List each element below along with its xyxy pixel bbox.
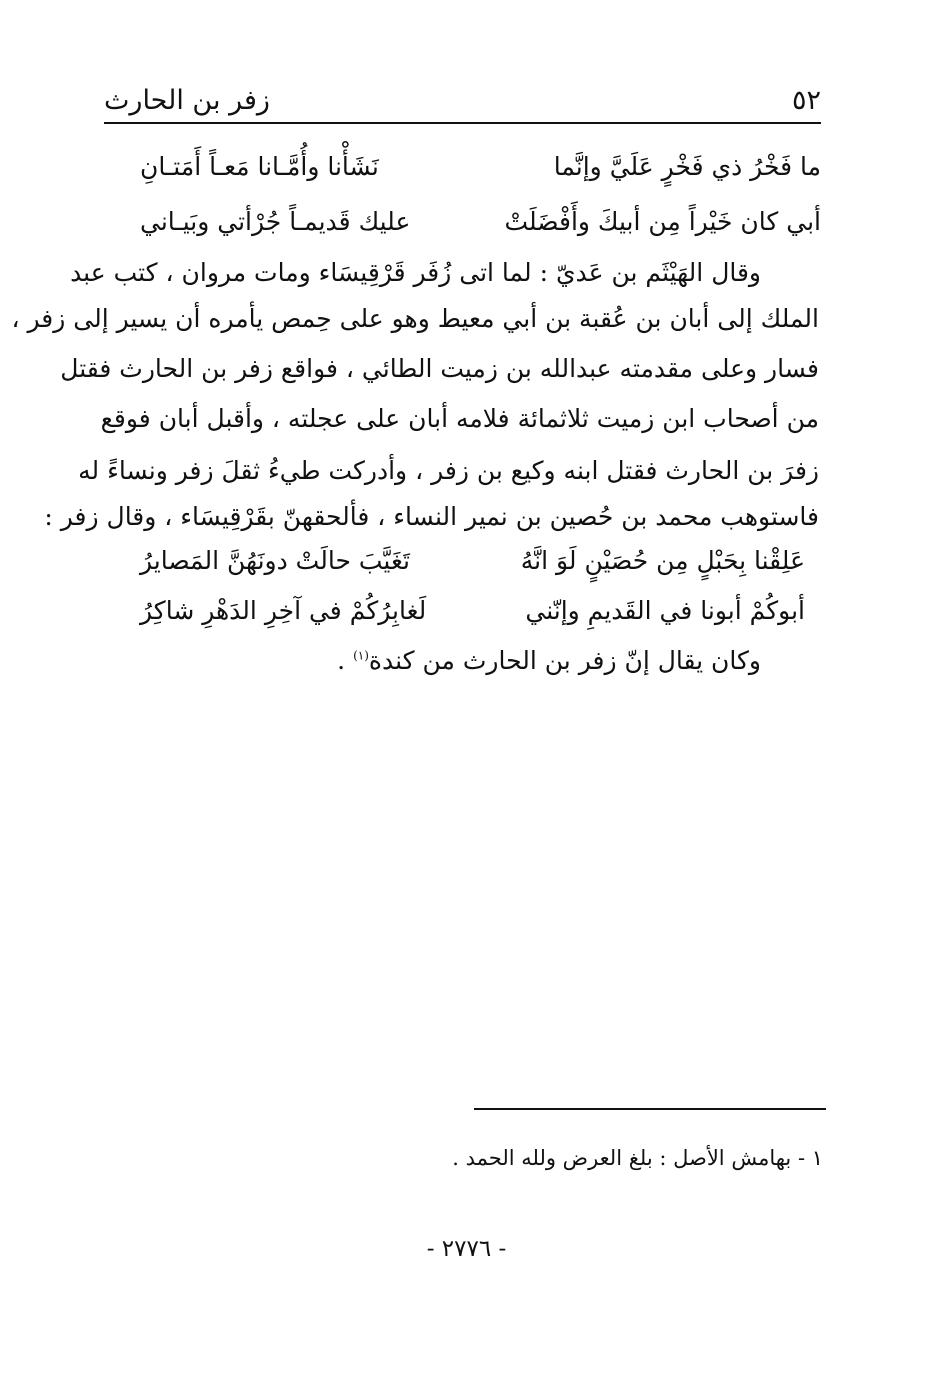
closing-period: .: [337, 646, 354, 675]
verse-hemistich-second: لَغابِرُكُمْ في آخِرِ الدَهْرِ شاكِرُ: [140, 596, 427, 625]
verse-line: [140, 152, 821, 181]
header-title: زفر بن الحارث: [104, 84, 270, 116]
page-footer-number: - ٢٧٧٦ -: [426, 1236, 507, 1262]
footnote-reference: (١): [353, 648, 369, 663]
page-header: [104, 78, 821, 122]
verse-hemistich-second: عليك قَديمـاً جُرْأتي وبَيـاني: [140, 207, 411, 236]
prose-line: فسار وعلى مقدمته عبدالله بن زميت الطائي ، فواقع زفر بن الحارث فقتل: [60, 354, 819, 383]
prose-line: فاستوهب محمد بن حُصين بن نمير النساء ، فألحقهنّ بقَرْقِيسَاء ، وقال زفر :: [44, 502, 819, 531]
prose-line: زفرَ بن الحارث فقتل ابنه وكيع بن زفر ، وأدركت طيءُ ثقلَ زفر ونساءً له: [78, 456, 819, 485]
prose-line: وقال الهَيْثَم بن عَديّ : لما اتى زُفَر قَرْقِيسَاء ومات مروان ، كتب عبد: [70, 258, 761, 287]
header-rule: [104, 122, 821, 124]
footnote: ١ - بهامش الأصل : بلغ العرض ولله الحمد .: [452, 1146, 823, 1170]
closing-line: [337, 646, 761, 675]
footnote-rule: [474, 1108, 826, 1110]
verse-hemistich-first: أبي كان خَيْراً مِن أبيكَ وأَفْضَلَتْ: [504, 207, 821, 236]
verse-hemistich-first: أبوكُمْ أبونا في القَديمِ وإنّني: [525, 596, 805, 625]
prose-line: الملك إلى أبان بن عُقبة بن أبي معيط وهو على حِمص يأمره أن يسير إلى زفر ،: [11, 304, 819, 333]
verse-line: [140, 546, 805, 575]
prose-line: من أصحاب ابن زميت ثلاثمائة فلامه أبان على عجلته ، وأقبل أبان فوقع: [100, 404, 819, 433]
verse-hemistich-first: عَلِقْنا بِحَبْلٍ مِن حُصَيْنٍ لَوَ انَّهُ: [520, 546, 805, 575]
closing-text: وكان يقال إنّ زفر بن الحارث من كندة: [368, 646, 761, 675]
header-page-number: ٥٢: [791, 84, 821, 116]
verse-line: [140, 596, 805, 625]
verse-line: [140, 207, 821, 236]
verse-hemistich-second: نَشَأْنا وأُمَّـانا مَعـاً أَمَتـانِ: [140, 152, 379, 181]
verse-hemistich-first: ما فَخْرُ ذي فَخْرٍ عَلَيَّ وإنَّما: [553, 152, 821, 181]
verse-hemistich-second: تَغَيَّبَ حالَتْ دونَهُنَّ المَصايرُ: [140, 546, 410, 575]
